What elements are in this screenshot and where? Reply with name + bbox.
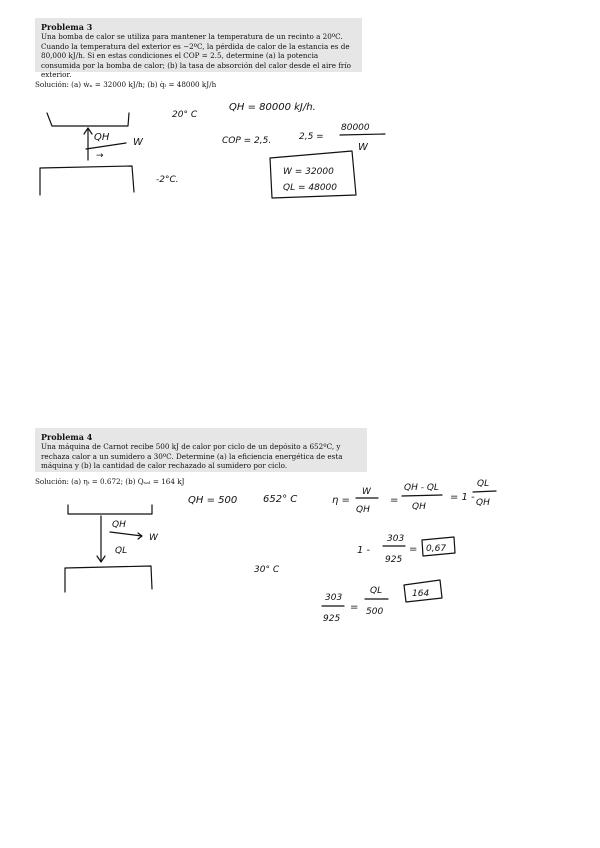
- p4-diag-qh: QH: [112, 520, 126, 530]
- p4-calc2-eq: =: [350, 602, 359, 613]
- p4-frac3-den: QH: [476, 498, 490, 508]
- p4-calc2-num2: QL: [370, 586, 383, 596]
- p4-frac2-num: QH - QL: [404, 483, 439, 493]
- p4-frac1-den: QH: [356, 505, 370, 515]
- p4-eq2: = 1 -: [450, 492, 475, 503]
- p4-t-hot: 652° C: [263, 494, 298, 505]
- p3-result-w: W = 32000: [283, 167, 334, 177]
- p4-calc1-res: 0,67: [426, 544, 447, 554]
- p3-diag-arrow-label: →: [96, 151, 104, 161]
- problem-3-solution: Solución: (a) ẇₙ = 32000 kJ/h; (b) q̇ₗ = 48000 kJ/h: [35, 80, 217, 89]
- p4-calc1-left: 1 -: [357, 545, 371, 556]
- p3-diag-qh: QH: [94, 132, 110, 143]
- p3-eq-den: W: [358, 142, 368, 153]
- p4-frac3-num: QL: [477, 479, 490, 489]
- p4-carnot-diagram: [65, 505, 152, 592]
- problem-4-solution: Solución: (a) ηₜ = 0.672; (b) Qₛₐₗ = 164 kJ: [35, 477, 185, 486]
- p4-qh: QH = 500: [188, 495, 238, 506]
- p4-calc2-den: 925: [323, 614, 341, 624]
- p4-calc1-num: 303: [387, 534, 405, 544]
- p4-frac3-bar: [473, 491, 496, 492]
- p4-t-cold: 30° C: [254, 565, 280, 575]
- p3-eq-left: 2,5 =: [299, 132, 324, 142]
- p4-eta: η =: [332, 495, 350, 506]
- p3-t-hot: 20° C: [172, 110, 198, 120]
- problem-3-title: Problema 3: [41, 22, 93, 32]
- problem-3-statement: Una bomba de calor se utiliza para mantener la temperatura de un recinto a 20ºC. Cuando la temperatura del exterior es −2ºC, la pérdida de calor de la estancia es de 80,000 kJ/h. Si en estas condiciones el COP = 2.5, determine (a) la potencia consumida por la bomba de calor; (b) la tasa de absorción del calor desde el aire frío exterior.: [41, 32, 351, 80]
- p4-frac2-bar: [402, 495, 442, 496]
- p3-diag-w: W: [133, 137, 143, 148]
- p3-heat-pump-diagram: [40, 113, 134, 195]
- p4-calc1-eq: =: [409, 544, 418, 555]
- p4-diag-ql: QL: [115, 546, 128, 556]
- p4-frac2-den: QH: [412, 502, 426, 512]
- p4-diag-w: W: [149, 533, 158, 543]
- p3-eq-fraction-bar: [340, 134, 385, 135]
- p3-t-cold: -2°C.: [156, 175, 179, 185]
- p4-calc2-num: 303: [325, 593, 343, 603]
- p4-calc2-den2: 500: [366, 607, 384, 617]
- p4-eq1: =: [390, 495, 399, 506]
- p4-frac1-num: W: [362, 487, 371, 497]
- problem-4-title: Problema 4: [41, 432, 93, 442]
- p3-qh: QH = 80000 kJ/h.: [229, 102, 316, 113]
- p3-cop: COP = 2,5.: [222, 136, 272, 146]
- p3-result-ql: QL = 48000: [283, 183, 337, 193]
- problem-4-statement: Una máquina de Carnot recibe 500 kJ de calor por ciclo de un depósito a 652ºC, y rechaza calor a un sumidero a 30ºC. Determine (a) la eficiencia energética de esta máquina y (b) la cantidad de calor rechazado al sumidero por ciclo.: [41, 442, 343, 471]
- p3-eq-num: 80000: [341, 123, 370, 133]
- p4-calc1-den: 925: [385, 555, 403, 565]
- p4-calc2-res: 164: [412, 589, 430, 599]
